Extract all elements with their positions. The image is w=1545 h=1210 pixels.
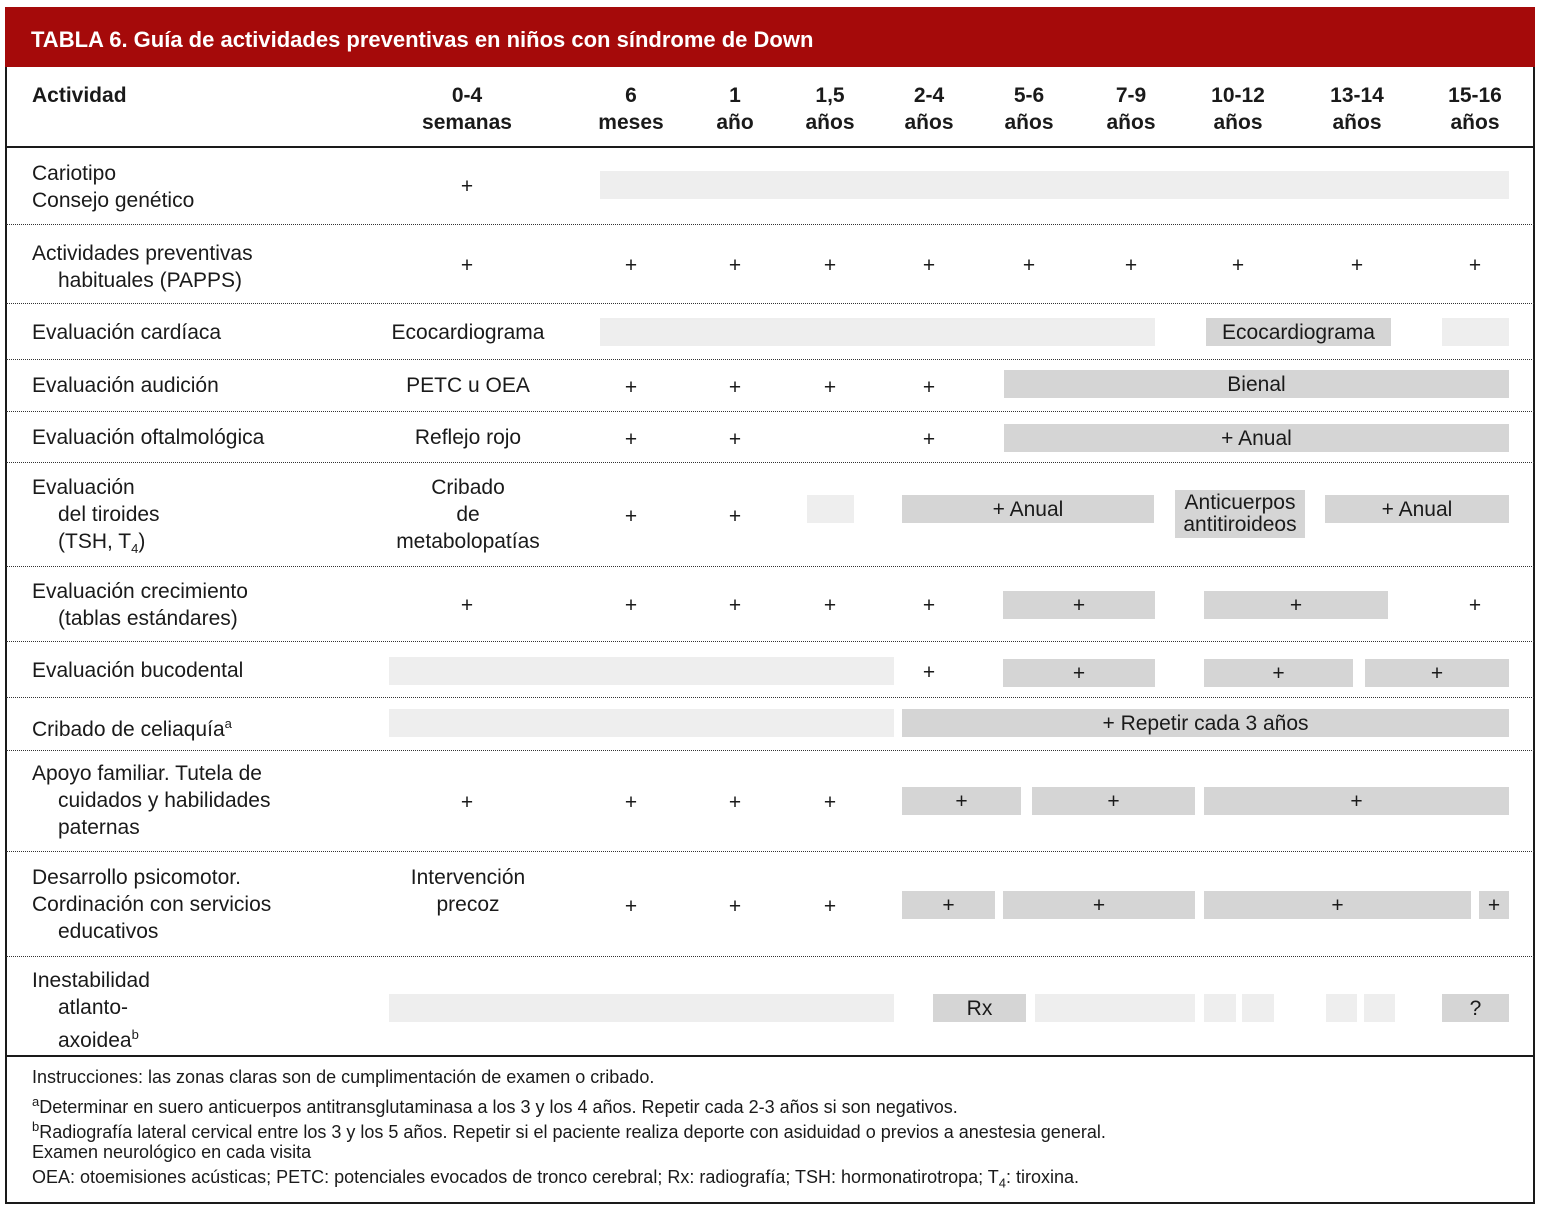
bar-light xyxy=(1364,994,1395,1022)
bar-plus: + xyxy=(1479,891,1509,919)
bar-anual: + Anual xyxy=(1004,424,1509,452)
mark-plus: + xyxy=(728,376,742,399)
header-col-line1: 7-9 xyxy=(1115,84,1147,107)
mark-plus: + xyxy=(1350,254,1364,277)
header-col-line1: 13-14 xyxy=(1330,84,1384,107)
header-col-line1: 5-6 xyxy=(1013,84,1045,107)
mark-plus: + xyxy=(823,254,837,277)
bar-light xyxy=(389,709,894,737)
bar-light xyxy=(1035,994,1195,1022)
cell-intervencion-precoz xyxy=(368,864,568,918)
bar-line: antitiroideos xyxy=(1183,513,1297,536)
header-col-line2: semanas xyxy=(422,111,512,134)
label-line: Consejo genético xyxy=(32,189,195,212)
bar-light xyxy=(1242,994,1274,1022)
label-text: (TSH, T xyxy=(58,530,132,553)
cell-line: de xyxy=(456,503,480,526)
label-line: (tablas estándares) xyxy=(58,607,238,630)
bar-plus: + xyxy=(1003,891,1195,919)
mark-plus: + xyxy=(460,791,474,814)
cell-line: precoz xyxy=(436,893,500,916)
footnote-b xyxy=(32,1116,1106,1143)
cell-reflejo-rojo: Reflejo rojo xyxy=(414,426,522,449)
label-line: Cariotipo xyxy=(32,162,117,185)
header-col-line2: años xyxy=(904,111,954,134)
label-line: Apoyo familiar. Tutela de xyxy=(32,762,262,785)
bar-plus: + xyxy=(1204,591,1388,619)
mark-plus: + xyxy=(728,254,742,277)
label-line xyxy=(32,1021,150,1054)
cell-petc: PETC u OEA xyxy=(406,374,530,397)
bar-plus: + xyxy=(902,787,1021,815)
table-title-bar xyxy=(5,7,1535,67)
mark-plus: + xyxy=(624,376,638,399)
table-title: TABLA 6. Guía de actividades preventivas en niños con síndrome de Down xyxy=(31,27,814,52)
row-label-papps xyxy=(32,240,253,294)
mark-plus: + xyxy=(1022,254,1036,277)
mark-plus: + xyxy=(624,594,638,617)
mark-plus: + xyxy=(1468,254,1482,277)
row-label-cardiaca: Evaluación cardíaca xyxy=(32,321,222,344)
label-line xyxy=(32,528,160,562)
row-divider xyxy=(6,303,1534,304)
bar-plus: + xyxy=(1204,659,1353,687)
footer-divider xyxy=(6,1055,1534,1057)
mark-plus: + xyxy=(624,254,638,277)
bar-anual: + Anual xyxy=(1325,495,1509,523)
row-label-crecimiento xyxy=(32,578,248,632)
bar-question: ? xyxy=(1442,994,1509,1022)
cell-cribado-metabolopatias xyxy=(368,474,568,555)
label-line: cuidados y habilidades xyxy=(58,789,271,812)
header-col-line1: 6 xyxy=(625,84,637,107)
bar-light xyxy=(1326,994,1357,1022)
mark-plus: + xyxy=(1468,594,1482,617)
footnote-ref-a: a xyxy=(224,716,232,731)
label-subscript: 4 xyxy=(131,541,139,557)
mark-plus: + xyxy=(823,791,837,814)
row-divider xyxy=(6,851,1534,852)
bar-plus: + xyxy=(1003,591,1155,619)
row-label-tiroides xyxy=(32,474,160,562)
mark-plus: + xyxy=(728,505,742,528)
bar-light xyxy=(389,994,894,1022)
bar-plus: + xyxy=(1204,891,1471,919)
label-text: ) xyxy=(138,530,146,553)
header-col-line1: 15-16 xyxy=(1448,84,1502,107)
mark-plus: + xyxy=(624,895,638,918)
header-col xyxy=(571,82,691,136)
label-line: Evaluación crecimiento xyxy=(32,580,248,603)
mark-plus: + xyxy=(728,791,742,814)
footnote-ref-b: b xyxy=(131,1027,139,1042)
row-label-oftalmo: Evaluación oftalmológica xyxy=(32,426,265,449)
header-col-line2: años xyxy=(1332,111,1382,134)
row-label-cariotipo xyxy=(32,160,194,214)
bar-light xyxy=(600,171,1509,199)
header-col-line1: 10-12 xyxy=(1211,84,1265,107)
mark-plus: + xyxy=(460,254,474,277)
mark-plus: + xyxy=(922,428,936,451)
label-text: Cribado de celiaquía xyxy=(32,718,225,741)
bar-plus: + xyxy=(1365,659,1509,687)
row-divider xyxy=(6,641,1534,642)
row-label-psicomotor xyxy=(32,864,271,945)
label-line: paternas xyxy=(58,816,140,839)
bar-bienal: Bienal xyxy=(1004,370,1509,398)
label-line: atlanto- xyxy=(58,996,129,1019)
bar-plus: + xyxy=(1204,787,1509,815)
label-text: axoidea xyxy=(58,1029,132,1052)
header-col-line1: 1,5 xyxy=(815,84,845,107)
label-line: Desarrollo psicomotor. xyxy=(32,866,241,889)
row-divider xyxy=(6,697,1534,698)
mark-plus: + xyxy=(823,376,837,399)
bar-line: Anticuerpos xyxy=(1184,491,1296,514)
row-label-apoyo xyxy=(32,760,270,841)
label-line: educativos xyxy=(58,920,159,943)
header-col xyxy=(407,82,527,136)
bar-ecocardiograma: Ecocardiograma xyxy=(1206,318,1391,346)
label-line: Actividades preventivas xyxy=(32,242,253,265)
bar-light xyxy=(1204,994,1236,1022)
header-col-line1: 1 xyxy=(729,84,741,107)
row-divider xyxy=(6,750,1534,751)
header-col-line2: año xyxy=(716,111,754,134)
header-col-line1: 2-4 xyxy=(913,84,945,107)
row-divider xyxy=(6,956,1534,957)
row-divider xyxy=(6,411,1534,412)
header-col xyxy=(1071,82,1191,136)
footnote-text: Radiografía lateral cervical entre los 3 y los 5 años. Repetir si el paciente realiza deporte con asiduidad o previos a anestesia general. xyxy=(39,1122,1106,1142)
bar-light xyxy=(389,657,894,685)
header-col-line2: meses xyxy=(598,111,664,134)
bar-anual: + Anual xyxy=(902,495,1154,523)
cell-line: Intervención xyxy=(410,866,526,889)
bar-light xyxy=(600,318,1155,346)
cell-ecocardiograma: Ecocardiograma xyxy=(391,321,545,344)
label-line: habituales (PAPPS) xyxy=(58,269,243,292)
bar-anticuerpos xyxy=(1175,490,1305,538)
row-divider xyxy=(6,462,1534,463)
header-col-line1: 0-4 xyxy=(451,84,483,107)
row-label-audicion: Evaluación audición xyxy=(32,374,219,397)
mark-plus: + xyxy=(922,254,936,277)
footnote-subscript: 4 xyxy=(998,1175,1007,1191)
mark-plus: + xyxy=(460,175,474,198)
row-divider xyxy=(6,359,1534,360)
row-label-bucodental: Evaluación bucodental xyxy=(32,659,244,682)
bar-rx: Rx xyxy=(933,994,1026,1022)
footnote-text: Determinar en suero anticuerpos antitransglutaminasa a los 3 y los 4 años. Repetir cada 2-3 años si son negativos. xyxy=(39,1097,958,1117)
row-divider xyxy=(6,566,1534,567)
header-activity: Actividad xyxy=(32,84,127,107)
mark-plus: + xyxy=(1124,254,1138,277)
footnote-abreviaturas xyxy=(32,1166,1079,1195)
label-line: Cordinación con servicios xyxy=(32,893,272,916)
bar-plus: + xyxy=(902,891,995,919)
header-col xyxy=(1415,82,1535,136)
mark-plus: + xyxy=(624,505,638,528)
label-line: Evaluación xyxy=(32,476,135,499)
header-divider xyxy=(6,146,1534,148)
mark-plus: + xyxy=(728,594,742,617)
footnote-examen: Examen neurológico en cada visita xyxy=(32,1142,312,1162)
footnote-text: OEA: otoemisiones acústicas; PETC: potenciales evocados de tronco cerebral; Rx: radiografía; TSH: hormonatirotropa; T xyxy=(32,1167,999,1187)
bar-light xyxy=(807,495,854,523)
header-col xyxy=(1178,82,1298,136)
bar-light xyxy=(1442,318,1509,346)
footnote-marker: a xyxy=(32,1094,40,1109)
mark-plus: + xyxy=(1231,254,1245,277)
row-label-atlanto xyxy=(32,967,150,1054)
cell-line: metabolopatías xyxy=(396,530,540,553)
label-line: Inestabilidad xyxy=(32,969,150,992)
row-label-celiaquia xyxy=(32,710,232,743)
mark-plus: + xyxy=(823,594,837,617)
bar-plus: + xyxy=(1003,659,1155,687)
cell-line: Cribado xyxy=(431,476,505,499)
mark-plus: + xyxy=(624,428,638,451)
header-col-line2: años xyxy=(1004,111,1054,134)
mark-plus: + xyxy=(728,428,742,451)
mark-plus: + xyxy=(922,594,936,617)
row-divider xyxy=(6,224,1534,225)
footnote-text: : tiroxina. xyxy=(1006,1167,1080,1187)
header-col xyxy=(1297,82,1417,136)
footnote-marker: b xyxy=(32,1119,40,1134)
header-col-line2: años xyxy=(1106,111,1156,134)
bar-plus: + xyxy=(1032,787,1195,815)
mark-plus: + xyxy=(823,895,837,918)
footnote-a xyxy=(32,1091,958,1118)
mark-plus: + xyxy=(728,895,742,918)
header-col-line2: años xyxy=(1450,111,1500,134)
header-col-line2: años xyxy=(805,111,855,134)
mark-plus: + xyxy=(922,661,936,684)
bar-repetir: + Repetir cada 3 años xyxy=(902,709,1509,737)
footnote-instrucciones: Instrucciones: las zonas claras son de cumplimentación de examen o cribado. xyxy=(32,1067,655,1087)
mark-plus: + xyxy=(624,791,638,814)
header-col-line2: años xyxy=(1213,111,1263,134)
label-line: del tiroides xyxy=(58,503,160,526)
mark-plus: + xyxy=(922,376,936,399)
mark-plus: + xyxy=(460,594,474,617)
